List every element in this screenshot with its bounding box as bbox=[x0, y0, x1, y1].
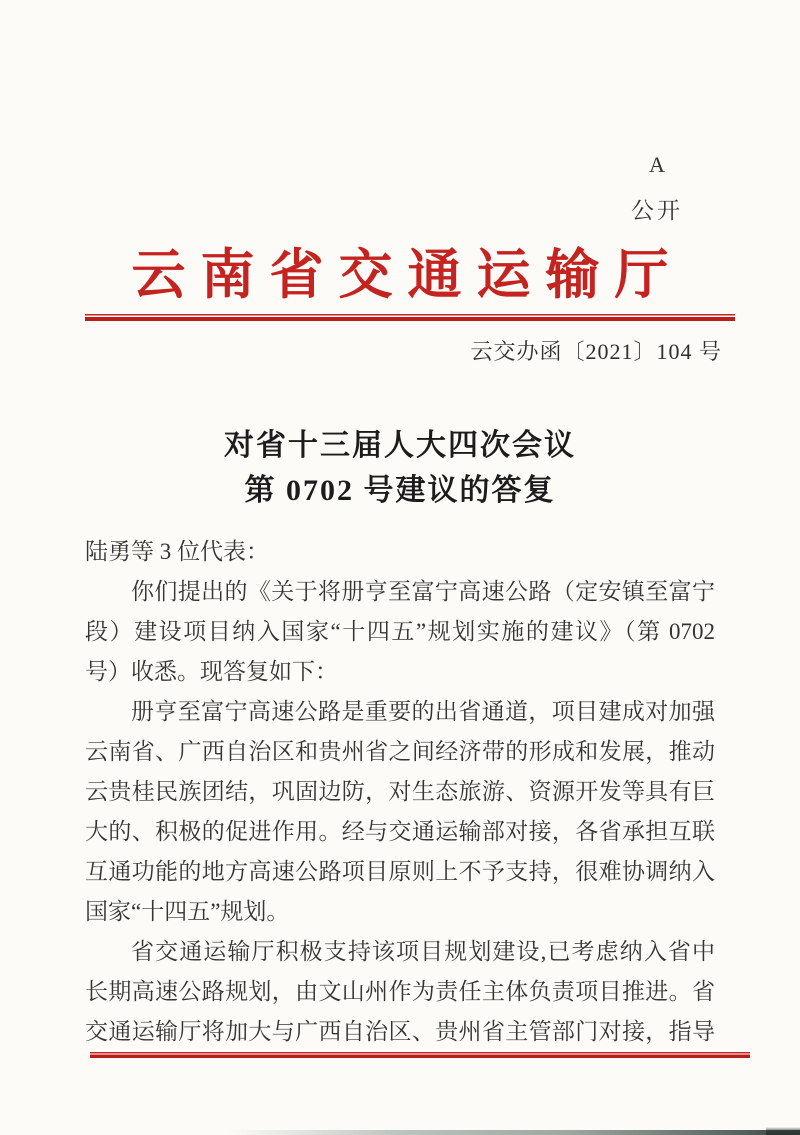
classification-mark: A bbox=[649, 152, 665, 177]
body-line: 互通功能的地方高速公路项目原则上不予支持，很难协调纳入 bbox=[85, 859, 715, 884]
document-body bbox=[85, 532, 715, 1052]
body-line: 云贵桂民族团结，巩固边防，对生态旅游、资源开发等具有巨 bbox=[85, 779, 715, 804]
body-line: 你们提出的《关于将册亨至富宁高速公路（定安镇至富宁 bbox=[131, 579, 715, 604]
body-line: 大的、积极的促进作用。经与交通运输部对接，各省承担互联 bbox=[85, 819, 715, 844]
visibility-mark: 公开 bbox=[631, 198, 683, 223]
scan-edge-artifact bbox=[228, 1130, 800, 1135]
document-title-line1: 对省十三届人大四次会议 bbox=[224, 429, 576, 462]
body-line: 长期高速公路规划，由文山州作为责任主体负责项目推进。省 bbox=[85, 979, 715, 1004]
footer-divider-rule bbox=[90, 1052, 750, 1058]
agency-letterhead: 云南省交通运输厅 bbox=[131, 245, 684, 305]
body-line: 陆勇等 3 位代表： bbox=[85, 539, 269, 564]
body-line: 段）建设项目纳入国家“十四五”规划实施的建议》（第 0702 bbox=[85, 619, 715, 644]
document-title-line2: 第 0702 号建议的答复 bbox=[244, 474, 556, 507]
body-line: 册亨至富宁高速公路是重要的出省通道，项目建成对加强 bbox=[131, 699, 715, 724]
document-number: 云交办函〔2021〕104 号 bbox=[470, 339, 722, 364]
letterhead-divider-rule bbox=[85, 314, 735, 321]
body-line: 国家“十四五”规划。 bbox=[85, 899, 290, 924]
body-line: 号）收悉。现答复如下： bbox=[85, 659, 338, 684]
body-line: 云南省、广西自治区和贵州省之间经济带的形成和发展，推动 bbox=[85, 739, 715, 764]
body-line: 省交通运输厅积极支持该项目规划建设,已考虑纳入省中 bbox=[131, 939, 715, 964]
scan-edge-corner-artifact bbox=[766, 1127, 800, 1135]
body-line: 交通运输厅将加大与广西自治区、贵州省主管部门对接，指导 bbox=[85, 1019, 715, 1044]
